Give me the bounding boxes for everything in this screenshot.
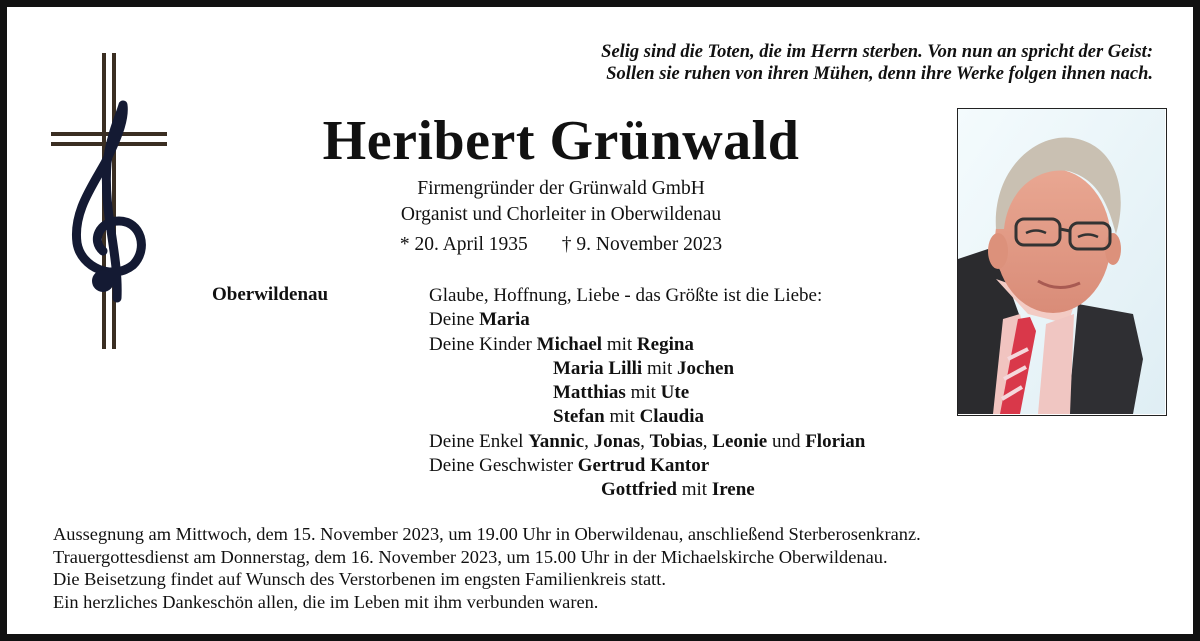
verse-line: Selig sind die Toten, die im Herrn sterben. Von nun an spricht der Geist: [601,42,1153,62]
portrait-photo [957,108,1167,416]
with-word: mit [630,382,656,404]
birth-date: * 20. April 1935 [399,234,528,255]
with-word: mit [681,479,708,501]
partner-name: Jochen [677,357,735,379]
siblings-label: Deine Geschwister [429,455,574,477]
life-dates [287,234,835,256]
grandchildren-label: Deine Enkel [429,430,524,452]
partner-name: Claudia [639,406,704,428]
with-word: mit [646,357,673,379]
comma: , [584,430,589,452]
footer-line: Ein herzliches Dankeschön allen, die im Leben mit ihm verbunden waren. [53,591,599,612]
bible-verse [453,41,1153,85]
wife-prefix: Deine [429,309,475,331]
children-line [429,357,865,381]
comma: , [640,430,645,452]
cross-with-treble-clef-icon [51,53,167,351]
wife-name: Maria [479,309,530,331]
child-name: Matthias [553,382,626,404]
siblings-line [429,478,865,502]
role-line: Organist und Chorleiter in Oberwildenau [400,204,722,225]
partner-name: Irene [711,479,755,501]
footer-line: Aussegnung am Mittwoch, dem 15. November 2023, um 19.00 Uhr in Oberwildenau, anschließend Sterberosenkranz. [53,524,921,544]
mourners-list [429,284,865,503]
footer-line: Die Beisetzung findet auf Wunsch des Verstorbenen im engsten Familienkreis statt. [53,569,666,590]
children-line [429,381,865,405]
role-line: Firmengründer der Grünwald GmbH [417,178,705,199]
death-date: † 9. November 2023 [561,234,723,255]
roles [287,176,835,228]
grandchild-name: Yannic [528,430,585,452]
place-name: Oberwildenau [212,284,329,305]
children-line [429,405,865,429]
footer-line: Trauergottesdienst am Donnerstag, dem 16. November 2023, um 15.00 Uhr in der Michaelskirche Oberwildenau. [53,546,888,567]
with-word: mit [609,406,635,428]
grandchild-name: Tobias [649,430,703,452]
with-word: mit [606,333,633,355]
comma: , [702,430,708,452]
sibling-name: Gottfried [601,479,677,501]
child-name: Maria Lilli [553,357,643,379]
siblings-line [429,454,865,478]
grandchildren-line [429,430,865,454]
partner-name: Regina [636,333,694,355]
children-label: Deine Kinder [429,333,532,355]
child-name: Stefan [553,406,605,428]
sibling-name: Gertrud Kantor [577,455,710,477]
children-line [429,333,865,357]
service-details [53,523,1173,613]
family-intro: Glaube, Hoffnung, Liebe - das Größte ist die Liebe: [429,285,823,306]
grandchild-name: Florian [805,430,866,452]
child-name: Michael [536,333,603,355]
wife-line [429,308,865,332]
verse-line: Sollen sie ruhen von ihren Mühen, denn ihre Werke folgen ihnen nach. [606,64,1153,84]
grandchild-name: Leonie [712,430,768,452]
and-word: und [771,430,801,452]
deceased-name: Heribert Grünwald [322,110,800,172]
partner-name: Ute [660,382,690,404]
grandchild-name: Jonas [593,430,641,452]
